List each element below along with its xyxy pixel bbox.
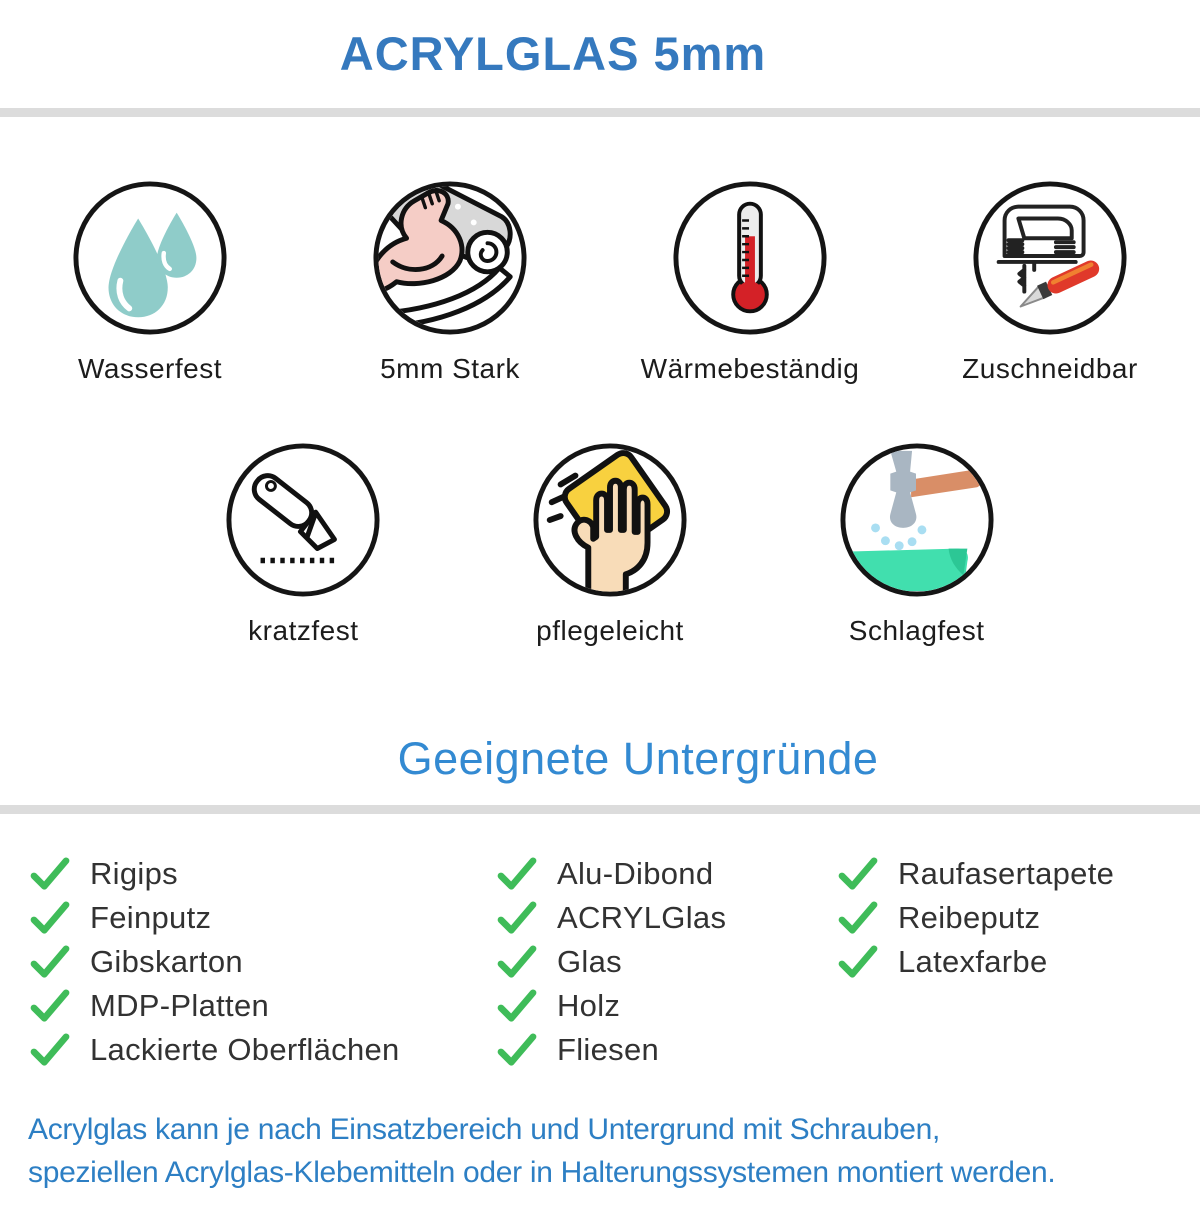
surface-column-3 xyxy=(838,852,1200,1072)
list-item xyxy=(838,852,1200,896)
list-item-label: Reibeputz xyxy=(898,900,1041,935)
list-item xyxy=(497,984,838,1028)
list-item-label: ACRYLGlas xyxy=(557,900,727,935)
surface-column-2 xyxy=(497,852,838,1072)
list-item-label: Lackierte Oberflächen xyxy=(90,1032,400,1067)
check-icon xyxy=(838,945,878,979)
feature-wasserfest xyxy=(0,179,300,385)
list-item xyxy=(497,1028,838,1072)
thermometer-icon xyxy=(671,179,829,337)
feature-label: Zuschneidbar xyxy=(962,353,1138,384)
feature-label: pflegeleicht xyxy=(536,615,684,646)
page-title: ACRYLGLAS 5mm xyxy=(339,27,767,80)
divider-middle xyxy=(0,805,1200,814)
list-item-label: Fliesen xyxy=(557,1032,660,1067)
feature-label: Wasserfest xyxy=(78,353,222,384)
check-icon xyxy=(497,901,537,935)
feature-schlagfest xyxy=(763,441,1070,647)
feature-label: kratzfest xyxy=(248,615,359,646)
check-icon xyxy=(30,1033,70,1067)
hand-cloth-icon xyxy=(531,441,689,599)
hammer-impact-icon xyxy=(838,441,996,599)
list-item xyxy=(497,896,838,940)
mounting-note-line-2: speziellen Acrylglas-Klebemitteln oder in Halterungssystemen montiert werden. xyxy=(28,1156,1056,1189)
list-item-label: Rigips xyxy=(90,856,178,891)
list-item xyxy=(838,940,1200,984)
list-item xyxy=(838,896,1200,940)
utility-knife-icon xyxy=(224,441,382,599)
list-item xyxy=(30,1028,497,1072)
list-item-label: Alu-Dibond xyxy=(557,856,714,891)
feature-kratzfest xyxy=(150,441,457,647)
check-icon xyxy=(30,857,70,891)
mounting-note-line-1: Acrylglas kann je nach Einsatzbereich und Untergrund mit Schrauben, xyxy=(28,1113,941,1146)
list-item-label: Glas xyxy=(557,944,622,979)
feature-label: 5mm Stark xyxy=(380,353,520,384)
feature-label: Schlagfest xyxy=(848,615,985,646)
feature-row-1 xyxy=(0,179,1200,385)
divider-top xyxy=(0,108,1200,117)
feature-waermebestaendig xyxy=(600,179,900,385)
list-item xyxy=(30,984,497,1028)
check-icon xyxy=(497,945,537,979)
check-icon xyxy=(838,901,878,935)
list-item xyxy=(497,852,838,896)
feature-row-2 xyxy=(150,441,1070,647)
check-icon xyxy=(30,989,70,1023)
list-item-label: Latexfarbe xyxy=(898,944,1048,979)
check-icon xyxy=(838,857,878,891)
check-icon xyxy=(30,901,70,935)
water-drops-icon xyxy=(71,179,229,337)
jigsaw-cutter-icon xyxy=(971,179,1129,337)
feature-5mm-stark xyxy=(300,179,600,385)
list-item xyxy=(30,896,497,940)
surface-column-1 xyxy=(30,852,497,1072)
feature-zuschneidbar xyxy=(900,179,1200,385)
check-icon xyxy=(497,1033,537,1067)
list-item-label: Feinputz xyxy=(90,900,212,935)
muscle-arm-sheet-icon xyxy=(371,179,529,337)
list-item-label: Raufasertapete xyxy=(898,856,1115,891)
list-item xyxy=(30,940,497,984)
list-item-label: Gibskarton xyxy=(90,944,243,979)
list-item-label: Holz xyxy=(557,988,621,1023)
section-title-untergruende: Geeignete Untergründe xyxy=(397,733,879,784)
feature-pflegeleicht xyxy=(457,441,764,647)
feature-label: Wärmebeständig xyxy=(640,353,860,384)
list-item xyxy=(497,940,838,984)
mounting-note xyxy=(0,1108,1200,1194)
list-item xyxy=(30,852,497,896)
check-icon xyxy=(497,857,537,891)
list-item-label: MDP-Platten xyxy=(90,988,270,1023)
check-icon xyxy=(30,945,70,979)
check-icon xyxy=(497,989,537,1023)
surface-list xyxy=(0,852,1200,1072)
